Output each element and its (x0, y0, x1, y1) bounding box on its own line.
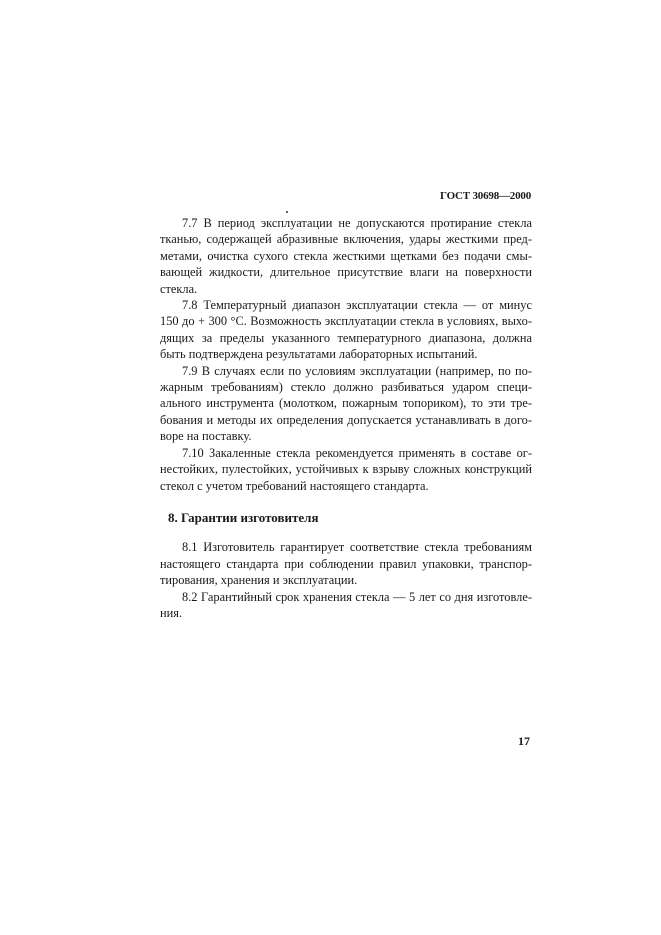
paragraph-7-7: 7.7 В период эксплуатации не допускаются протирание стекла тканью, содержащей абразивные включения, удары жесткими предметами, очистка сухого стекла жесткими щетками без подачи смывающей жидкости, длительное присутствие влаги на поверхности стекла. (160, 216, 532, 296)
page-content (160, 215, 532, 621)
paragraph-8-2: 8.2 Гарантийный срок хранения стекла — 5 лет со дня изготовления. (160, 589, 532, 620)
section-title-8: 8. Гарантии изготовителя (168, 509, 319, 525)
scan-speck (286, 211, 288, 213)
paragraph-8-1: 8.1 Изготовитель гарантирует соответствие стекла требованиям настоящего стандарта при соблюдении правил упаковки, транспортирования, хранения и эксплуатации. (160, 540, 532, 588)
paragraph-7-8: 7.8 Температурный диапазон эксплуатации стекла — от минус 150 до + 300 °С. Возможность эксплуатации стекла в условиях, выходящих за пределы указанного температурного диапазона, должна быть подтверждена результатами лабораторных испытаний. (160, 298, 532, 362)
page-number: 17 (518, 734, 530, 748)
paragraph-7-10: 7.10 Закаленные стекла рекомендуется применять в составе огнестойких, пулестойких, устойчивых к взрыву сложных конструкций стекол с учетом требований настоящего стандарта. (160, 445, 532, 493)
paragraph-7-9: 7.9 В случаях если по условиям эксплуатации (например, по пожарным требованиям) стекло должно разбиваться ударом специального инструмента (молотком, пожарным топориком), то эти требования и методы их определения допускается устанавливать в договоре на поставку. (160, 363, 532, 444)
document-code: ГОСТ 30698—2000 (440, 190, 531, 202)
